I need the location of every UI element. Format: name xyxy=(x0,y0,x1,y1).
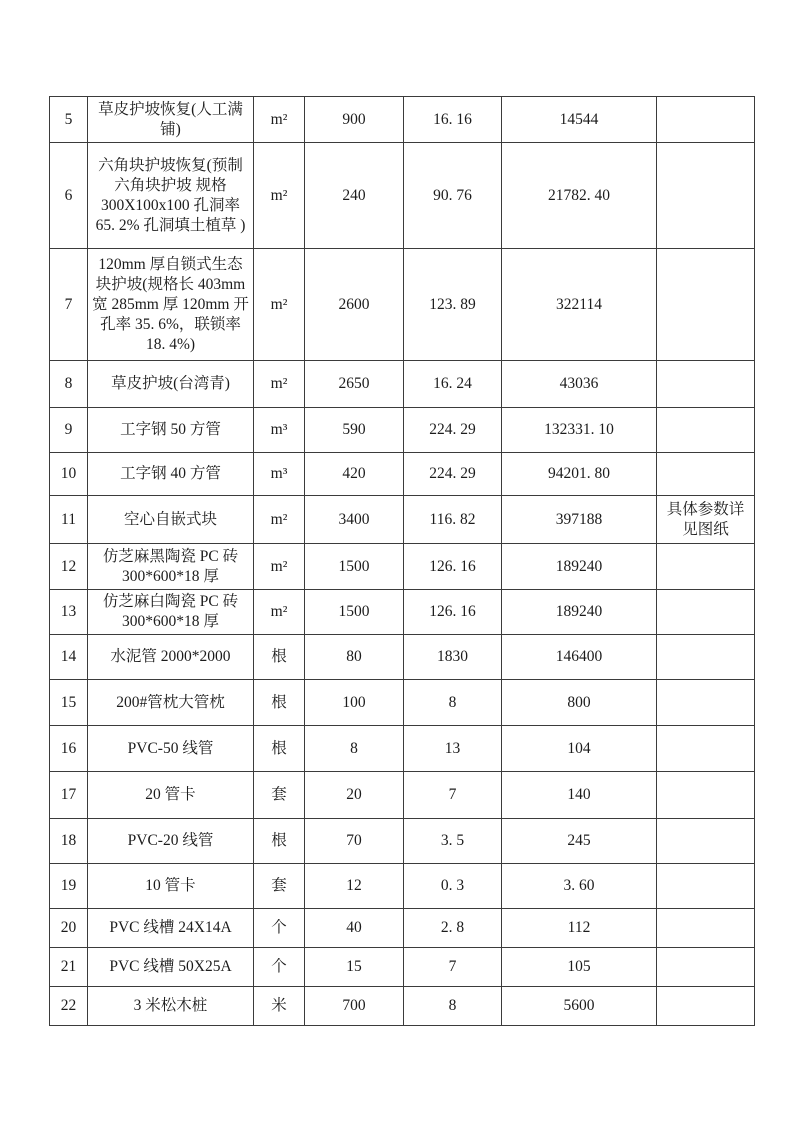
unit-cell: m³ xyxy=(254,408,305,453)
quantity-cell: 420 xyxy=(305,453,404,496)
quantity-cell: 70 xyxy=(305,819,404,864)
row-number-cell: 11 xyxy=(50,496,88,544)
unit-cell: 根 xyxy=(254,635,305,680)
table-row xyxy=(50,143,755,249)
item-name-cell: PVC 线槽 50X25A xyxy=(88,948,254,987)
notes-cell xyxy=(657,772,755,819)
unit-price-cell: 3. 5 xyxy=(404,819,502,864)
table-row xyxy=(50,948,755,987)
row-number-cell: 20 xyxy=(50,909,88,948)
table-row xyxy=(50,726,755,772)
unit-cell: m² xyxy=(254,97,305,143)
notes-cell xyxy=(657,635,755,680)
unit-price-cell: 7 xyxy=(404,772,502,819)
notes-cell xyxy=(657,680,755,726)
item-name-cell: 3 米松木桩 xyxy=(88,987,254,1026)
item-name-cell: 草皮护坡恢复(人工满铺) xyxy=(88,97,254,143)
quantity-cell: 20 xyxy=(305,772,404,819)
quantity-cell: 12 xyxy=(305,864,404,909)
row-number-cell: 13 xyxy=(50,590,88,635)
unit-price-cell: 7 xyxy=(404,948,502,987)
table-row xyxy=(50,496,755,544)
amount-cell: 189240 xyxy=(502,590,657,635)
row-number-cell: 21 xyxy=(50,948,88,987)
row-number-cell: 22 xyxy=(50,987,88,1026)
quantity-cell: 590 xyxy=(305,408,404,453)
item-name-cell: 空心自嵌式块 xyxy=(88,496,254,544)
table-row xyxy=(50,590,755,635)
amount-cell: 94201. 80 xyxy=(502,453,657,496)
item-name-cell: 仿芝麻黑陶瓷 PC 砖 300*600*18 厚 xyxy=(88,544,254,590)
unit-cell: 根 xyxy=(254,726,305,772)
amount-cell: 140 xyxy=(502,772,657,819)
amount-cell: 800 xyxy=(502,680,657,726)
unit-cell: 套 xyxy=(254,772,305,819)
amount-cell: 5600 xyxy=(502,987,657,1026)
amount-cell: 245 xyxy=(502,819,657,864)
unit-price-cell: 126. 16 xyxy=(404,590,502,635)
notes-cell xyxy=(657,987,755,1026)
unit-price-cell: 1830 xyxy=(404,635,502,680)
notes-cell xyxy=(657,590,755,635)
quantity-cell: 40 xyxy=(305,909,404,948)
quantity-cell: 240 xyxy=(305,143,404,249)
unit-price-cell: 16. 24 xyxy=(404,361,502,408)
row-number-cell: 12 xyxy=(50,544,88,590)
notes-cell xyxy=(657,819,755,864)
row-number-cell: 17 xyxy=(50,772,88,819)
row-number-cell: 5 xyxy=(50,97,88,143)
unit-price-cell: 13 xyxy=(404,726,502,772)
amount-cell: 104 xyxy=(502,726,657,772)
quantity-cell: 700 xyxy=(305,987,404,1026)
table-row xyxy=(50,97,755,143)
notes-cell xyxy=(657,453,755,496)
table-row xyxy=(50,453,755,496)
amount-cell: 146400 xyxy=(502,635,657,680)
notes-cell xyxy=(657,249,755,361)
quantity-cell: 1500 xyxy=(305,544,404,590)
item-name-cell: 草皮护坡(台湾青) xyxy=(88,361,254,408)
quantity-cell: 8 xyxy=(305,726,404,772)
table-row xyxy=(50,864,755,909)
unit-price-cell: 2. 8 xyxy=(404,909,502,948)
unit-cell: m³ xyxy=(254,453,305,496)
unit-cell: m² xyxy=(254,590,305,635)
unit-price-cell: 123. 89 xyxy=(404,249,502,361)
unit-price-cell: 8 xyxy=(404,680,502,726)
unit-cell: m² xyxy=(254,496,305,544)
quantity-cell: 15 xyxy=(305,948,404,987)
quantity-cell: 2650 xyxy=(305,361,404,408)
amount-cell: 105 xyxy=(502,948,657,987)
amount-cell: 21782. 40 xyxy=(502,143,657,249)
notes-cell xyxy=(657,544,755,590)
table-row xyxy=(50,819,755,864)
row-number-cell: 18 xyxy=(50,819,88,864)
item-name-cell: 工字钢 50 方管 xyxy=(88,408,254,453)
unit-cell: 根 xyxy=(254,819,305,864)
item-name-cell: 10 管卡 xyxy=(88,864,254,909)
unit-cell: m² xyxy=(254,361,305,408)
amount-cell: 112 xyxy=(502,909,657,948)
notes-cell xyxy=(657,948,755,987)
amount-cell: 189240 xyxy=(502,544,657,590)
table-row xyxy=(50,544,755,590)
notes-cell: 具体参数详见图纸 xyxy=(657,496,755,544)
row-number-cell: 8 xyxy=(50,361,88,408)
amount-cell: 3. 60 xyxy=(502,864,657,909)
quantity-cell: 1500 xyxy=(305,590,404,635)
table-row xyxy=(50,909,755,948)
unit-price-cell: 126. 16 xyxy=(404,544,502,590)
unit-cell: m² xyxy=(254,544,305,590)
amount-cell: 397188 xyxy=(502,496,657,544)
unit-price-cell: 8 xyxy=(404,987,502,1026)
row-number-cell: 16 xyxy=(50,726,88,772)
unit-cell: 根 xyxy=(254,680,305,726)
table-row xyxy=(50,987,755,1026)
unit-price-cell: 16. 16 xyxy=(404,97,502,143)
item-name-cell: 水泥管 2000*2000 xyxy=(88,635,254,680)
table-row xyxy=(50,249,755,361)
item-name-cell: 200#管枕大管枕 xyxy=(88,680,254,726)
table-row xyxy=(50,772,755,819)
unit-price-cell: 224. 29 xyxy=(404,408,502,453)
item-name-cell: 仿芝麻白陶瓷 PC 砖 300*600*18 厚 xyxy=(88,590,254,635)
unit-cell: m² xyxy=(254,249,305,361)
unit-cell: 米 xyxy=(254,987,305,1026)
notes-cell xyxy=(657,361,755,408)
row-number-cell: 6 xyxy=(50,143,88,249)
notes-cell xyxy=(657,864,755,909)
amount-cell: 322114 xyxy=(502,249,657,361)
quantity-cell: 3400 xyxy=(305,496,404,544)
bill-of-quantities-table xyxy=(49,96,755,1026)
unit-price-cell: 0. 3 xyxy=(404,864,502,909)
row-number-cell: 9 xyxy=(50,408,88,453)
unit-price-cell: 90. 76 xyxy=(404,143,502,249)
table-row xyxy=(50,635,755,680)
quantity-cell: 80 xyxy=(305,635,404,680)
quantity-cell: 100 xyxy=(305,680,404,726)
amount-cell: 14544 xyxy=(502,97,657,143)
item-name-cell: 六角块护坡恢复(预制六角块护坡 规格 300X100x100 孔洞率 65. 2% 孔洞填土植草 ) xyxy=(88,143,254,249)
row-number-cell: 15 xyxy=(50,680,88,726)
quantity-cell: 900 xyxy=(305,97,404,143)
table-row xyxy=(50,408,755,453)
quantity-cell: 2600 xyxy=(305,249,404,361)
row-number-cell: 19 xyxy=(50,864,88,909)
item-name-cell: 120mm 厚自锁式生态块护坡(规格长 403mm 宽 285mm 厚 120mm 开孔率 35. 6%，联锁率 18. 4%) xyxy=(88,249,254,361)
item-name-cell: PVC 线槽 24X14A xyxy=(88,909,254,948)
unit-cell: 套 xyxy=(254,864,305,909)
table-row xyxy=(50,680,755,726)
row-number-cell: 10 xyxy=(50,453,88,496)
unit-cell: 个 xyxy=(254,948,305,987)
notes-cell xyxy=(657,143,755,249)
notes-cell xyxy=(657,909,755,948)
row-number-cell: 14 xyxy=(50,635,88,680)
item-name-cell: 20 管卡 xyxy=(88,772,254,819)
item-name-cell: PVC-20 线管 xyxy=(88,819,254,864)
amount-cell: 43036 xyxy=(502,361,657,408)
notes-cell xyxy=(657,97,755,143)
unit-cell: m² xyxy=(254,143,305,249)
item-name-cell: 工字钢 40 方管 xyxy=(88,453,254,496)
unit-price-cell: 116. 82 xyxy=(404,496,502,544)
unit-price-cell: 224. 29 xyxy=(404,453,502,496)
table-row xyxy=(50,361,755,408)
notes-cell xyxy=(657,726,755,772)
amount-cell: 132331. 10 xyxy=(502,408,657,453)
row-number-cell: 7 xyxy=(50,249,88,361)
unit-cell: 个 xyxy=(254,909,305,948)
table-body xyxy=(50,97,755,1026)
item-name-cell: PVC-50 线管 xyxy=(88,726,254,772)
notes-cell xyxy=(657,408,755,453)
